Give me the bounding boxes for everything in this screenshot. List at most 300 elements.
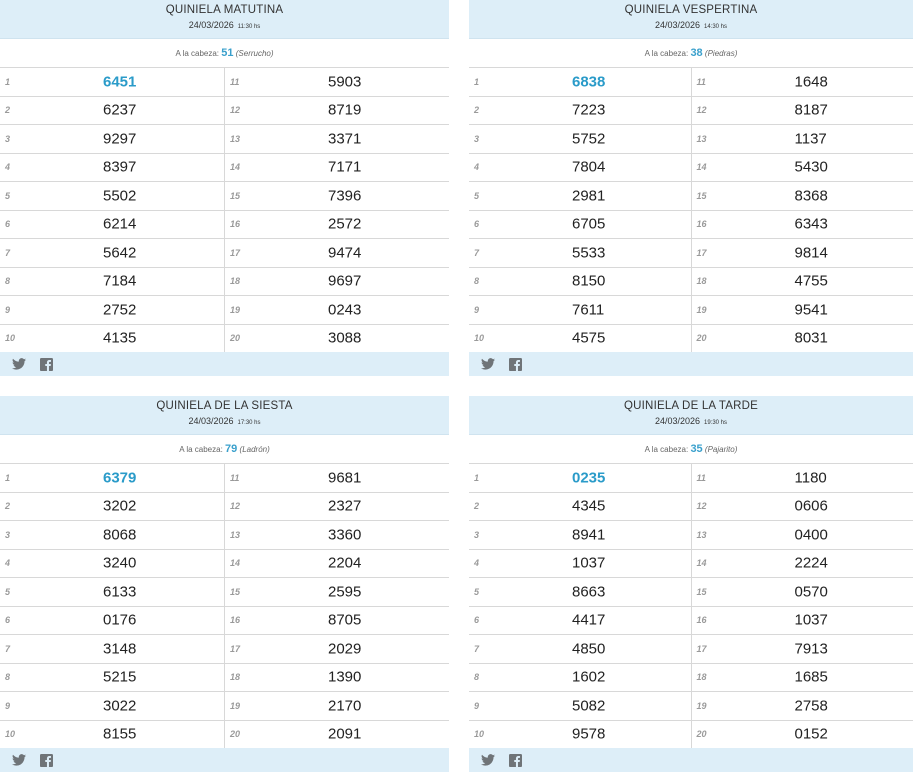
result-number: 2327 <box>328 497 362 515</box>
result-row <box>469 154 691 183</box>
result-position: 11 <box>696 472 706 483</box>
result-row <box>692 464 913 493</box>
result-number: 9814 <box>794 244 828 262</box>
result-position: 10 <box>474 333 485 344</box>
result-position: 10 <box>474 729 485 740</box>
result-number: 5533 <box>572 244 606 262</box>
quiniela-card <box>469 0 913 379</box>
result-row <box>692 493 913 522</box>
result-number: 6343 <box>794 215 828 233</box>
result-row <box>469 607 691 636</box>
cabeza-meaning: (Ladrón) <box>239 445 270 454</box>
cabeza-number: 79 <box>225 443 238 455</box>
result-row <box>469 296 691 325</box>
draw-date <box>0 20 449 30</box>
result-position: 4 <box>474 162 480 173</box>
result-position: 2 <box>5 105 11 116</box>
result-number: 8719 <box>328 101 362 119</box>
result-row <box>469 182 691 211</box>
result-position: 7 <box>5 643 11 654</box>
result-number: 3360 <box>328 526 362 544</box>
result-position: 14 <box>230 162 241 173</box>
card-title: QUINIELA VESPERTINA <box>624 4 758 16</box>
result-position: 15 <box>696 190 707 201</box>
result-number: 8155 <box>103 725 137 743</box>
result-position: 15 <box>696 586 707 597</box>
a-la-cabeza <box>0 435 449 464</box>
result-position: 17 <box>230 247 241 258</box>
twitter-icon[interactable] <box>481 754 495 766</box>
result-number: 9578 <box>572 725 606 743</box>
result-number: 8187 <box>794 101 828 119</box>
result-row <box>0 211 224 240</box>
result-number: 7223 <box>572 101 606 119</box>
result-position: 9 <box>474 700 480 711</box>
result-position: 16 <box>696 219 707 230</box>
result-row <box>469 68 691 97</box>
result-position: 7 <box>5 247 11 258</box>
draw-time: 17:30 hs <box>237 420 261 426</box>
result-position: 16 <box>230 615 241 626</box>
results-grid <box>0 464 449 748</box>
result-row <box>692 521 913 550</box>
result-row <box>0 521 224 550</box>
twitter-icon[interactable] <box>12 754 26 766</box>
result-position: 19 <box>696 304 707 315</box>
result-position: 11 <box>696 76 706 87</box>
result-number: 6838 <box>572 73 606 91</box>
result-row <box>692 721 913 749</box>
cabeza-number: 35 <box>690 443 703 455</box>
result-position: 2 <box>474 105 480 116</box>
result-row <box>0 550 224 579</box>
result-row <box>225 607 449 636</box>
result-row <box>225 296 449 325</box>
twitter-icon[interactable] <box>481 358 495 370</box>
result-position: 5 <box>5 586 11 597</box>
result-number: 8068 <box>103 526 137 544</box>
result-number: 7913 <box>794 640 828 658</box>
result-position: 14 <box>696 558 707 569</box>
result-position: 8 <box>474 276 480 287</box>
result-row <box>0 182 224 211</box>
result-number: 3240 <box>103 554 137 572</box>
result-number: 4417 <box>572 611 606 629</box>
result-number: 3088 <box>328 329 362 347</box>
result-position: 9 <box>5 304 11 315</box>
result-number: 6705 <box>572 215 606 233</box>
result-row <box>469 550 691 579</box>
result-position: 13 <box>696 529 707 540</box>
card-title: QUINIELA MATUTINA <box>165 4 284 16</box>
card-header <box>469 0 913 39</box>
result-row <box>469 692 691 721</box>
result-number: 0235 <box>572 469 606 487</box>
cabeza-meaning: (Pajarito) <box>704 445 738 454</box>
result-number: 0606 <box>794 497 828 515</box>
result-position: 9 <box>5 700 11 711</box>
facebook-icon[interactable] <box>40 754 53 767</box>
quiniela-card <box>0 0 449 379</box>
result-number: 8941 <box>572 526 606 544</box>
result-number: 8663 <box>572 583 606 601</box>
result-number: 2595 <box>328 583 362 601</box>
a-la-cabeza <box>469 39 913 68</box>
result-row <box>225 464 449 493</box>
result-position: 19 <box>230 304 241 315</box>
result-position: 12 <box>230 105 241 116</box>
result-number: 0400 <box>794 526 828 544</box>
result-position: 8 <box>5 672 11 683</box>
result-row <box>225 239 449 268</box>
cabeza-meaning: (Piedras) <box>704 49 738 58</box>
result-row <box>225 211 449 240</box>
result-number: 8150 <box>572 272 606 290</box>
share-bar <box>469 352 913 376</box>
draw-date-value: 24/03/2026 <box>188 416 234 426</box>
result-number: 2091 <box>328 725 362 743</box>
result-row <box>692 664 913 693</box>
quiniela-card <box>469 396 913 776</box>
result-position: 6 <box>5 615 11 626</box>
result-number: 5903 <box>328 73 362 91</box>
result-position: 7 <box>474 247 480 258</box>
result-position: 14 <box>696 162 707 173</box>
result-position: 12 <box>696 105 707 116</box>
result-number: 2224 <box>794 554 828 572</box>
results-column-right <box>225 68 449 352</box>
result-number: 1602 <box>572 668 606 686</box>
result-position: 11 <box>230 76 240 87</box>
facebook-icon[interactable] <box>40 358 53 371</box>
result-row <box>0 464 224 493</box>
result-position: 15 <box>230 586 241 597</box>
result-number: 3202 <box>103 497 137 515</box>
result-row <box>225 493 449 522</box>
result-row <box>0 68 224 97</box>
result-row <box>469 721 691 749</box>
result-position: 3 <box>474 529 480 540</box>
result-number: 1180 <box>794 469 827 487</box>
result-row <box>469 239 691 268</box>
result-number: 0243 <box>328 301 362 319</box>
result-number: 2752 <box>103 301 137 319</box>
result-position: 20 <box>230 729 241 740</box>
result-number: 3148 <box>103 640 137 658</box>
result-row <box>0 97 224 126</box>
card-header <box>0 0 449 39</box>
results-column-right <box>692 68 913 352</box>
result-row <box>0 721 224 749</box>
result-row <box>692 211 913 240</box>
result-position: 19 <box>230 700 241 711</box>
result-row <box>692 182 913 211</box>
result-position: 10 <box>5 333 16 344</box>
result-number: 7184 <box>103 272 137 290</box>
result-row <box>692 154 913 183</box>
result-row <box>469 268 691 297</box>
result-number: 9474 <box>328 244 362 262</box>
result-row <box>469 493 691 522</box>
result-row <box>469 325 691 353</box>
result-number: 1037 <box>572 554 606 572</box>
result-number: 5215 <box>103 668 137 686</box>
result-number: 8031 <box>794 329 828 347</box>
result-position: 13 <box>696 133 707 144</box>
result-row <box>0 692 224 721</box>
result-row <box>469 125 691 154</box>
result-number: 7171 <box>328 158 362 176</box>
results-column-left <box>469 68 692 352</box>
facebook-icon[interactable] <box>509 754 522 767</box>
result-number: 2981 <box>572 187 606 205</box>
result-row <box>469 578 691 607</box>
result-position: 1 <box>5 76 11 87</box>
result-position: 3 <box>5 133 11 144</box>
result-position: 17 <box>696 247 707 258</box>
result-number: 4575 <box>572 329 606 347</box>
result-position: 6 <box>474 615 480 626</box>
result-row <box>0 268 224 297</box>
result-number: 2170 <box>328 697 362 715</box>
result-number: 0570 <box>794 583 828 601</box>
result-row <box>225 268 449 297</box>
result-row <box>692 692 913 721</box>
result-number: 5430 <box>794 158 828 176</box>
result-row <box>225 521 449 550</box>
result-number: 6237 <box>103 101 137 119</box>
result-position: 13 <box>230 529 241 540</box>
result-row <box>0 325 224 353</box>
result-position: 12 <box>230 501 241 512</box>
cabeza-label: A la cabeza: <box>644 49 689 58</box>
result-position: 1 <box>474 76 480 87</box>
results-grid <box>469 464 913 748</box>
draw-time: 19:30 hs <box>704 420 728 426</box>
result-row <box>225 182 449 211</box>
result-position: 4 <box>5 558 11 569</box>
result-row <box>0 125 224 154</box>
result-number: 2758 <box>794 697 828 715</box>
result-number: 9541 <box>794 301 828 319</box>
draw-time: 11:30 hs <box>237 24 261 30</box>
draw-date <box>469 416 913 426</box>
result-position: 18 <box>696 672 707 683</box>
result-position: 11 <box>230 472 240 483</box>
results-column-left <box>0 68 225 352</box>
result-number: 9697 <box>328 272 362 290</box>
result-row <box>225 578 449 607</box>
result-position: 13 <box>230 133 241 144</box>
result-row <box>692 550 913 579</box>
results-grid <box>0 68 449 352</box>
cabeza-label: A la cabeza: <box>175 49 220 58</box>
result-row <box>225 125 449 154</box>
result-number: 8368 <box>794 187 828 205</box>
result-number: 1685 <box>794 668 828 686</box>
result-position: 14 <box>230 558 241 569</box>
cabeza-meaning: (Serrucho) <box>235 49 274 58</box>
result-number: 5752 <box>572 130 606 148</box>
result-row <box>225 635 449 664</box>
result-row <box>692 325 913 353</box>
cabeza-number: 51 <box>221 47 234 59</box>
result-row <box>0 239 224 268</box>
result-position: 8 <box>5 276 11 287</box>
cabeza-label: A la cabeza: <box>179 445 223 454</box>
result-row <box>692 296 913 325</box>
result-row <box>692 239 913 268</box>
result-number: 2572 <box>328 215 362 233</box>
result-position: 5 <box>474 190 480 201</box>
result-row <box>469 97 691 126</box>
result-number: 5082 <box>572 697 606 715</box>
result-position: 19 <box>696 700 707 711</box>
result-row <box>0 493 224 522</box>
result-number: 2204 <box>328 554 362 572</box>
result-number: 7611 <box>572 301 605 319</box>
result-position: 17 <box>696 643 707 654</box>
result-position: 10 <box>5 729 16 740</box>
result-number: 4850 <box>572 640 606 658</box>
card-header <box>0 396 449 435</box>
cabeza-label: A la cabeza: <box>644 445 689 454</box>
result-row <box>469 635 691 664</box>
results-column-right <box>692 464 913 748</box>
result-row <box>692 97 913 126</box>
result-row <box>0 296 224 325</box>
result-position: 2 <box>5 501 11 512</box>
result-position: 8 <box>474 672 480 683</box>
a-la-cabeza <box>0 39 449 68</box>
result-number: 9297 <box>103 130 137 148</box>
result-position: 15 <box>230 190 241 201</box>
result-position: 16 <box>230 219 241 230</box>
result-number: 3022 <box>103 697 137 715</box>
results-grid <box>469 68 913 352</box>
result-number: 4345 <box>572 497 606 515</box>
result-number: 1390 <box>328 668 362 686</box>
result-position: 7 <box>474 643 480 654</box>
result-row <box>469 521 691 550</box>
result-row <box>225 692 449 721</box>
result-position: 17 <box>230 643 241 654</box>
result-row <box>692 268 913 297</box>
result-number: 1037 <box>794 611 828 629</box>
result-position: 3 <box>474 133 480 144</box>
result-position: 1 <box>474 472 480 483</box>
result-row <box>225 154 449 183</box>
result-position: 1 <box>5 472 11 483</box>
results-column-left <box>0 464 225 748</box>
result-position: 6 <box>5 219 11 230</box>
draw-date-value: 24/03/2026 <box>654 20 700 30</box>
result-row <box>692 635 913 664</box>
result-position: 6 <box>474 219 480 230</box>
result-position: 20 <box>230 333 241 344</box>
result-row <box>225 664 449 693</box>
result-position: 18 <box>696 276 707 287</box>
result-number: 3371 <box>328 130 362 148</box>
result-number: 2029 <box>328 640 362 658</box>
facebook-icon[interactable] <box>509 358 522 371</box>
result-number: 4135 <box>103 329 137 347</box>
share-bar <box>0 352 449 376</box>
result-row <box>225 325 449 353</box>
result-position: 18 <box>230 672 241 683</box>
result-row <box>225 550 449 579</box>
result-number: 9681 <box>328 469 362 487</box>
draw-date <box>0 416 449 426</box>
result-number: 6133 <box>103 583 137 601</box>
cabeza-number: 38 <box>690 47 703 59</box>
quiniela-card <box>0 396 449 776</box>
share-bar <box>0 748 449 772</box>
result-position: 20 <box>696 333 707 344</box>
card-title: QUINIELA DE LA SIESTA <box>156 400 293 412</box>
result-position: 5 <box>474 586 480 597</box>
share-bar <box>469 748 913 772</box>
result-number: 6379 <box>103 469 137 487</box>
result-number: 0152 <box>794 725 828 743</box>
result-position: 9 <box>474 304 480 315</box>
result-position: 2 <box>474 501 480 512</box>
result-position: 20 <box>696 729 707 740</box>
result-row <box>225 97 449 126</box>
result-number: 8397 <box>103 158 137 176</box>
result-row <box>692 68 913 97</box>
card-header <box>469 396 913 435</box>
result-row <box>692 578 913 607</box>
card-title: QUINIELA DE LA TARDE <box>624 400 758 412</box>
result-number: 0176 <box>103 611 137 629</box>
result-position: 3 <box>5 529 11 540</box>
result-number: 6214 <box>103 215 137 233</box>
draw-date <box>469 20 913 30</box>
result-position: 4 <box>474 558 480 569</box>
results-column-left <box>469 464 692 748</box>
result-row <box>0 578 224 607</box>
result-row <box>469 464 691 493</box>
result-position: 12 <box>696 501 707 512</box>
result-row <box>225 68 449 97</box>
result-row <box>469 211 691 240</box>
result-row <box>692 125 913 154</box>
draw-date-value: 24/03/2026 <box>654 416 700 426</box>
result-row <box>225 721 449 749</box>
result-position: 5 <box>5 190 11 201</box>
result-number: 7804 <box>572 158 606 176</box>
result-row <box>0 607 224 636</box>
result-number: 8705 <box>328 611 362 629</box>
result-row <box>692 607 913 636</box>
result-row <box>0 635 224 664</box>
results-column-right <box>225 464 449 748</box>
result-number: 7396 <box>328 187 362 205</box>
result-number: 4755 <box>794 272 828 290</box>
twitter-icon[interactable] <box>12 358 26 370</box>
result-number: 1137 <box>794 130 827 148</box>
result-position: 16 <box>696 615 707 626</box>
result-number: 6451 <box>103 73 137 91</box>
result-row <box>469 664 691 693</box>
result-row <box>0 664 224 693</box>
result-number: 1648 <box>794 73 828 91</box>
draw-time: 14:30 hs <box>704 24 728 30</box>
result-position: 18 <box>230 276 241 287</box>
a-la-cabeza <box>469 435 913 464</box>
draw-date-value: 24/03/2026 <box>188 20 234 30</box>
